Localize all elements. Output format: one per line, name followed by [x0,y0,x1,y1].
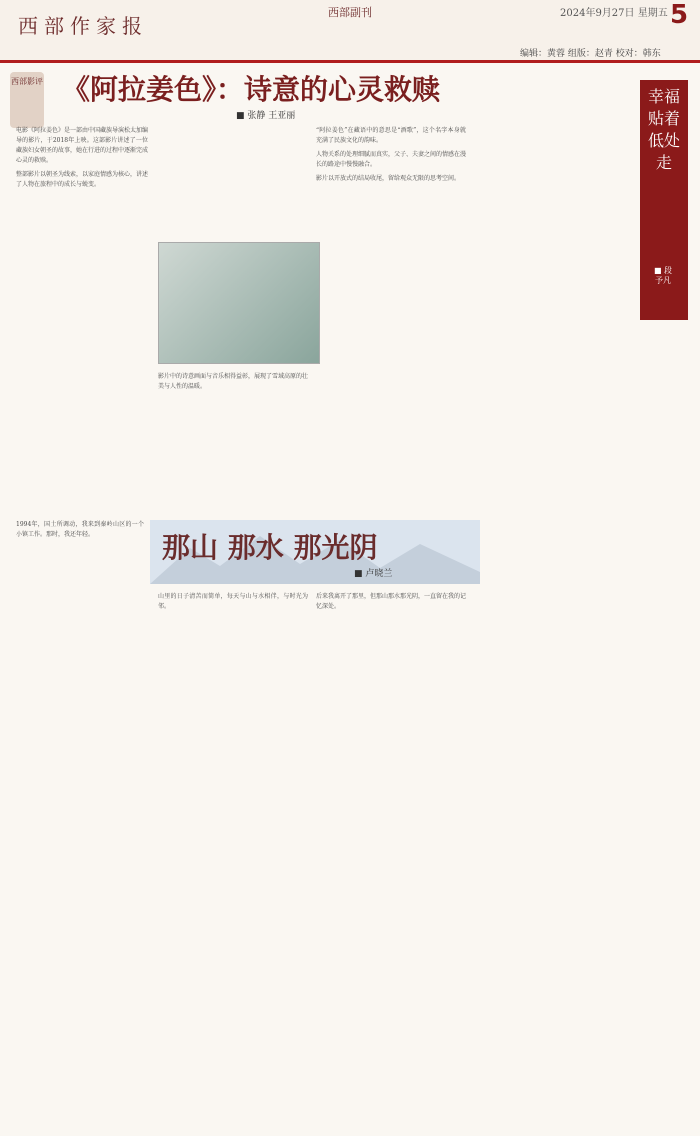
page-number: 5 [670,0,689,30]
bottom-article-body-col4 [478,578,684,1126]
bottom-article-author: ■ 卢晓兰 [354,569,393,579]
paragraph: 后来我离开了那里，但那山那水那光阴，一直留在我的记忆深处。 [316,593,466,610]
masthead-title: 西部副刊 [328,6,372,19]
paragraph: 整部影片以朝圣为线索，以家庭情感为核心，讲述了人物在旅程中的成长与蜕变。 [16,171,148,188]
masthead [300,4,400,20]
paragraph: 人物关系的处理细腻而真实，父子、夫妻之间的情感在漫长的路途中慢慢融合。 [316,151,466,168]
paragraph: 1994年，国土所调动，我来到秦岭山区的一个小镇工作。那时，我还年轻。 [16,521,144,538]
bottom-article-body-col2 [158,592,308,1126]
top-article-author: ■ 张静 王亚丽 [236,111,296,121]
publication-logo: 西部作家报 [18,14,148,38]
sidebar-author: ■ 段予凡 [653,266,673,285]
bottom-article-title: 那山 那水 那光阴 [162,531,378,564]
paragraph: 电影《阿拉姜色》是一部由中国藏族导演松太加编导的影片，于2018年上映。这部影片讲述了一位藏族妇女朝圣的故事，她在行进的过程中逐渐完成心灵的救赎。 [16,127,148,164]
top-article-title: 《阿拉姜色》：诗意的心灵救赎 [62,73,441,106]
paragraph: 山里的日子清苦而简单，每天与山与水相伴，与时光为邻。 [158,593,308,610]
top-article-body-col3 [316,126,466,512]
top-article-body-col2 [158,372,308,512]
bottom-article-body-col3 [316,592,466,1126]
sidebar-title: 幸福贴着低处走 [647,87,680,172]
bottom-article-body-col1 [16,520,144,1126]
film-still-image [158,242,320,364]
paragraph: 影片以开放式的结局收尾，留给观众无限的思考空间。 [316,175,461,182]
column-badge: 西部影评 [11,77,43,86]
header-rule [0,60,700,63]
top-article-body-col1 [16,126,148,512]
editors-line: 编辑：黄蓉 组版：赵青 校对：韩东 [520,49,661,59]
paragraph: 影片中的诗意画面与音乐相得益彰，展现了雪域高原的壮美与人性的温暖。 [158,373,308,390]
paragraph: “阿拉姜色”在藏语中的意思是“酒歌”，这个名字本身就充满了民族文化的韵味。 [316,127,466,144]
issue-date: 2024年9月27日 星期五 [560,8,668,19]
